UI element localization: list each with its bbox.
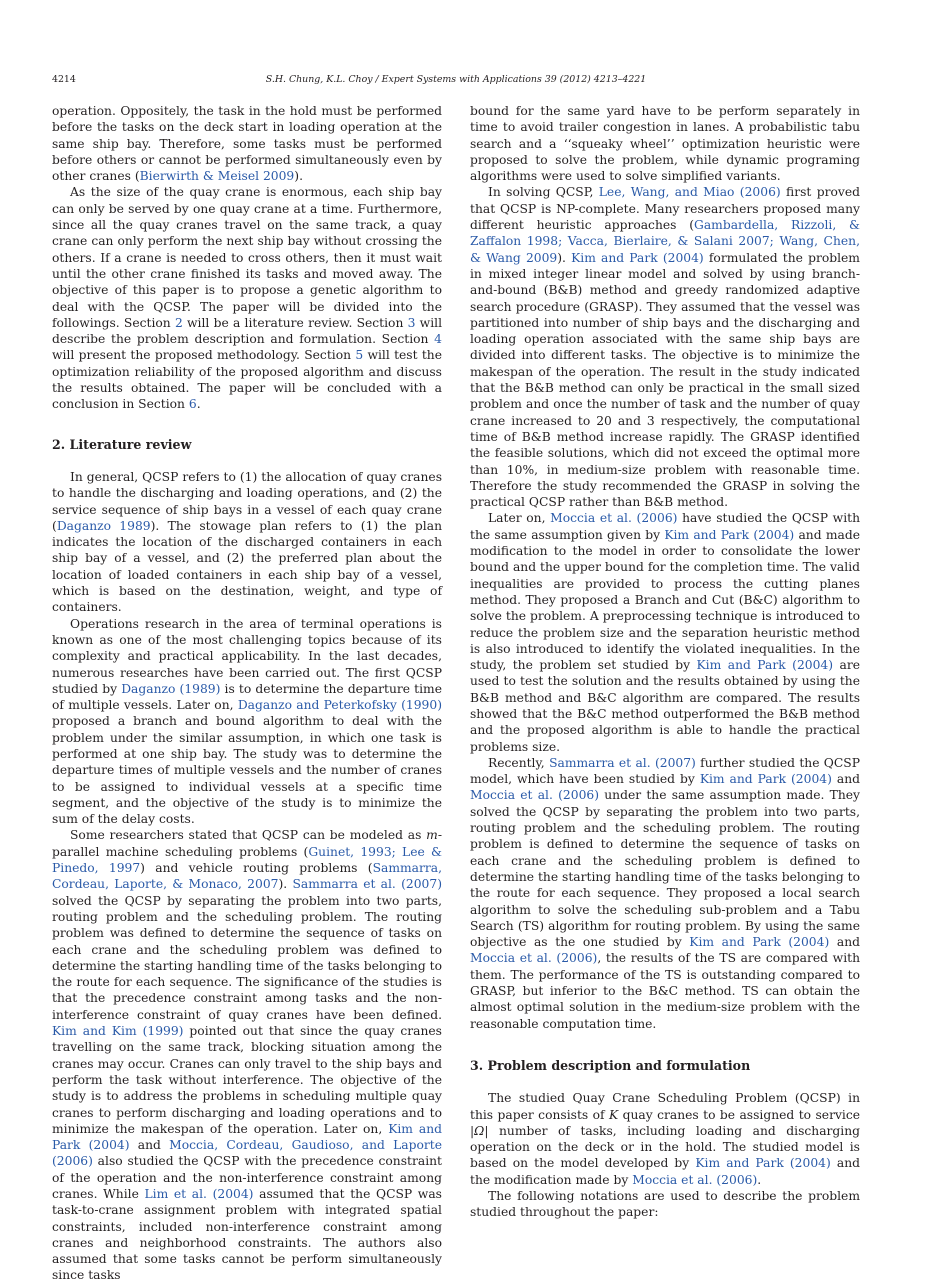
citation-link[interactable]: Kim and Park (2004) <box>571 250 704 265</box>
paragraph: operation. Oppositely, the task in the hold must be performed before the tasks on the deck start in loading operation at the same ship bay. Therefore, some tasks must be performed before others or cannot be performed simultaneously even by other cranes (Bierwirth & Meisel 2009). <box>52 104 442 184</box>
section-heading: 3. Problem description and formulation <box>470 1057 751 1073</box>
paragraph: Later on, Moccia et al. (2006) have studied the QCSP with the same assumption given by Kim and Park (2004) and made modification to the model in order to consolidate the lower bound and the upper bound for the completion time. The valid inequalities are provided to process the cutting planes method. They proposed a Branch and Cut (B&C) algorithm to solve the problem. A preprocessing technique is introduced to reduce the problem size and the separation heuristic method is also introduced to identify the violated inequalities. In the study, the problem set studied by Kim and Park (2004) are used to test the solution and the results obtained by using the B&B method and B&C algorithm are compared. The results showed that the B&C method outperformed the B&B method and the proposed algorithm is able to handle the practical problems size. <box>470 511 860 754</box>
citation-link[interactable]: Daganzo (1989) <box>121 681 221 696</box>
paragraph: In general, QCSP refers to (1) the allocation of quay cranes to handle the discharging and loading operations, and (2) the service sequence of ship bays in a vessel of each quay crane (Daganzo 1989). The stowage plan refers to (1) the plan indicates the location of the discharged containers in each ship bay of a vessel, and (2) the preferred plan about the location of loaded containers in each ship bay of a vessel, which is based on the destination, weight, and type of containers. <box>52 469 442 615</box>
paragraph: In solving QCSP, Lee, Wang, and Miao (2006) first proved that QCSP is NP-complete. Many researchers proposed many different heuristic approaches (Gambardella, Rizzoli, & Zaffalon 1998; Vacca, Bierlaire, & Salani 2007; Wang, Chen, & Wang 2009). Kim and Park (2004) formulated the problem in mixed integer linear model and solved by using branch-and-bound (B&B) method and greedy randomized adaptive search procedure (GRASP). They assumed that the vessel was partitioned into number of ship bays and the discharging and loading operation associated with the same ship bays are divided into different tasks. The objective is to minimize the makespan of the operation. The result in the study indicated that the B&B method can only be practical in the small sized problem and once the number of task and the number of quay crane increased to 20 and 3 respectively, the computational time of B&B method increase rapidly. The GRASP identified the feasible solutions, which did not exceed the optimal more than 10%, in medium-size problem with reasonable time. Therefore the study recommended the GRASP in solving the practical QCSP rather than B&B method. <box>470 185 860 510</box>
section-link[interactable]: 3 <box>407 315 416 330</box>
section-link[interactable]: 4 <box>434 332 442 347</box>
paragraph: Some researchers stated that QCSP can be modeled as m-parallel machine scheduling problems (Guinet, 1993; Lee & Pinedo, 1997) and vehicle routing problems (Sammarra, Cordeau, Laporte, & Monaco, 2007). Sammarra et al. (2007) solved the QCSP by separating the problem into two parts, routing problem and the scheduling problem. The routing problem was defined to determine the sequence of tasks on each crane and the scheduling problem was defined to determine the starting handling time of the tasks belonging to the route for each sequence. The significance of the studies is that the precedence constraint among tasks and the non-interference constraint of quay cranes have been defined. Kim and Kim (1999) pointed out that since the quay cranes travelling on the same track, blocking situation among the cranes may occur. Cranes can only travel to the ship bays and perform the task without interference. The objective of the study is to address the problems in scheduling multiple quay cranes to perform discharging and loading operations and to minimize the makespan of the operation. Later on, Kim and Park (2004) and Moccia, Cordeau, Gaudioso, and Laporte (2006) also studied the QCSP with the precedence constraint of the operation and the non-interference constraint among cranes. While Lim et al. (2004) assumed that the QCSP was task-to-crane assignment problem with integrated spatial constraints, included non-interference constraint among cranes and neighborhood constraints. The authors also assumed that some tasks cannot be perform simultaneously since tasks <box>52 828 443 1283</box>
citation-link[interactable]: Kim and Park (2004) <box>689 935 830 950</box>
citation-link[interactable]: Daganzo 1989 <box>56 518 151 533</box>
citation-link[interactable]: Moccia et al. (2006) <box>470 951 598 966</box>
section-link[interactable]: 2 <box>174 315 183 330</box>
citation-link[interactable]: Sammarra, Cordeau, Laporte, & Monaco, 2007 <box>52 861 442 892</box>
citation-link[interactable]: Lee, Wang, and Miao (2006) <box>598 185 781 200</box>
paragraph: The following notations are used to describe the problem studied throughout the paper: <box>470 1189 860 1220</box>
paragraph: bound for the same yard have to be perform separately in time to avoid trailer congestion in lanes. A probabilistic tabu search and a ‘‘squeaky wheel’’ optimization heuristic were proposed to solve the problem, while dynamic programing algorithms were used to solve simplified variants. <box>470 104 860 184</box>
citation-link[interactable]: Bierwirth & Meisel 2009 <box>139 169 295 184</box>
citation-link[interactable]: Daganzo and Peterkofsky (1990) <box>237 698 442 713</box>
citation-link[interactable]: Lim et al. (2004) <box>144 1187 254 1201</box>
citation-link[interactable]: Moccia et al. (2006) <box>470 788 600 803</box>
citation-link[interactable]: Kim and Park (2004) <box>696 658 834 673</box>
paragraph: Operations research in the area of terminal operations is known as one of the most challenging topics because of its complexity and practical applicability. In the last decades, numerous researches have been carried out. The first QCSP studied by Daganzo (1989) is to determine the departure time of multiple vessels. Later on, Daganzo and Peterkofsky (1990) proposed a branch and bound algorithm to deal with the problem under the similar assumption, in which one task is performed at one ship bay. The study was to determine the departure times of multiple vessels and the number of cranes to be assigned to individual vessels at a specific time segment, and the objective of the study is to minimize the sum of the delay costs. <box>52 616 442 827</box>
citation-link[interactable]: Sammarra et al. (2007) <box>292 877 442 892</box>
paragraph: Recently, Sammarra et al. (2007) further studied the QCSP model, which have been studied by Kim and Park (2004) and Moccia et al. (2006) under the same assumption made. They solved the QCSP by separating the problem into two parts, routing problem and the scheduling problem. The routing problem is defined to determine the sequence of tasks on each crane and the scheduling problem is defined to determine the starting handling time of the tasks belonging to the route for each sequence. They proposed a local search algorithm to solve the scheduling sub-problem and a Tabu Search (TS) algorithm for routing problem. By using the same objective as the one studied by Kim and Park (2004) and Moccia et al. (2006), the results of the TS are compared with them. The performance of the TS is outstanding compared to GRASP, but inferior to the B&C method. TS can obtain the almost optimal solution in the medium-size problem with the reasonable computation time. <box>470 755 860 1031</box>
citation-link[interactable]: Moccia et al. (2006) <box>632 1172 758 1187</box>
paragraph: The studied Quay Crane Scheduling Problem (QCSP) in this paper consists of K quay cranes to be assigned to service |Ω| number of tasks, including loading and discharging operation on the deck or in the hold. The studied model is based on the model developed by Kim and Park (2004) and the modification made by Moccia et al. (2006). <box>470 1091 860 1187</box>
citation-link[interactable]: Sammarra et al. (2007) <box>549 755 696 770</box>
citation-link[interactable]: Gambardella, Rizzoli, & Zaffalon 1998; Vacca, Bierlaire, & Salani 2007; Wang, Chen, & Wang 2009 <box>470 218 860 265</box>
page-number: 4214 <box>52 74 76 85</box>
page-header <box>52 72 860 88</box>
section-link[interactable]: 5 <box>355 348 364 363</box>
citation-link[interactable]: Kim and Kim (1999) <box>52 1024 184 1039</box>
citation-link[interactable]: Kim and Park (2004) <box>699 772 832 787</box>
paragraph: As the size of the quay crane is enormous, each ship bay can only be served by one quay crane at a time. Furthermore, since all the quay cranes travel on the same track, a quay crane can only perform the next ship bay without crossing the others. If a crane is needed to cross others, then it must wait until the other crane finished its tasks and moved away. The objective of this paper is to propose a genetic algorithm to deal with the QCSP. The paper will be divided into the followings. Section 2 will be a literature review. Section 3 will describe the problem description and formulation. Section 4 will present the proposed methodology. Section 5 will test the optimization reliability of the proposed algorithm and discuss the results obtained. The paper will be concluded with a conclusion in Section 6. <box>52 185 442 412</box>
right-column <box>470 103 860 1221</box>
citation-link[interactable]: Kim and Park (2004) <box>695 1156 831 1171</box>
citation-link[interactable]: Guinet, 1993; Lee & Pinedo, 1997 <box>52 844 442 876</box>
running-head: S.H. Chung, K.L. Choy / Expert Systems with Applications 39 (2012) 4213–4221 <box>265 74 647 85</box>
section-heading: 2. Literature review <box>52 436 192 452</box>
section-link[interactable]: 6 <box>188 397 197 412</box>
left-column <box>52 103 442 1284</box>
citation-link[interactable]: Moccia, Cordeau, Gaudioso, and Laporte (2006) <box>52 1138 442 1169</box>
citation-link[interactable]: Moccia et al. (2006) <box>550 511 678 526</box>
citation-link[interactable]: Kim and Park (2004) <box>664 527 795 542</box>
citation-link[interactable]: Kim and Park (2004) <box>52 1121 443 1153</box>
